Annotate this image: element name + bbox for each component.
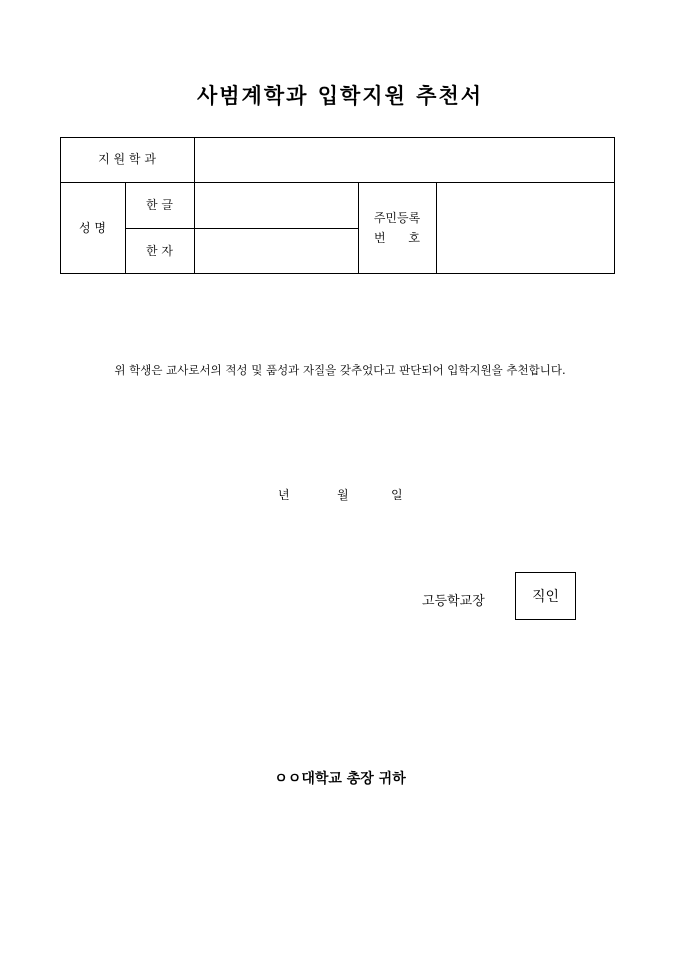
hanja-label: 한 자: [146, 244, 173, 258]
table-border-right: [614, 137, 615, 274]
principal-title: 고등학교장: [422, 594, 485, 609]
table-col-divider: [125, 182, 126, 274]
table-border-top: [60, 137, 615, 138]
table-col-divider: [358, 182, 359, 274]
rrn-label-line2: 번 호: [373, 231, 421, 245]
hangul-label: 한 글: [146, 198, 173, 212]
date-month-label: 월: [337, 488, 349, 502]
date-day-label: 일: [391, 488, 403, 502]
recommendation-statement: 위 학생은 교사로서의 적성 및 품성과 자질을 갖추었다고 판단되어 입학지원을 추천합니다.: [114, 363, 566, 377]
table-border-bottom: [60, 273, 615, 274]
applicant-info-table: [60, 137, 615, 274]
addressee: ㅇㅇ대학교 총장 귀하: [274, 771, 406, 787]
official-seal-box: 직인: [515, 572, 576, 620]
document-title: 사범계학과 입학지원 추천서: [196, 83, 484, 108]
table-col-divider: [436, 182, 437, 274]
date-year-label: 년: [278, 488, 290, 502]
rrn-label-line1: 주민등록: [373, 211, 421, 225]
table-col-divider: [194, 137, 195, 274]
table-name-divider: [125, 228, 359, 229]
table-row-divider: [60, 182, 615, 183]
name-label: 성 명: [79, 221, 106, 235]
department-label: 지 원 학 과: [98, 152, 156, 166]
